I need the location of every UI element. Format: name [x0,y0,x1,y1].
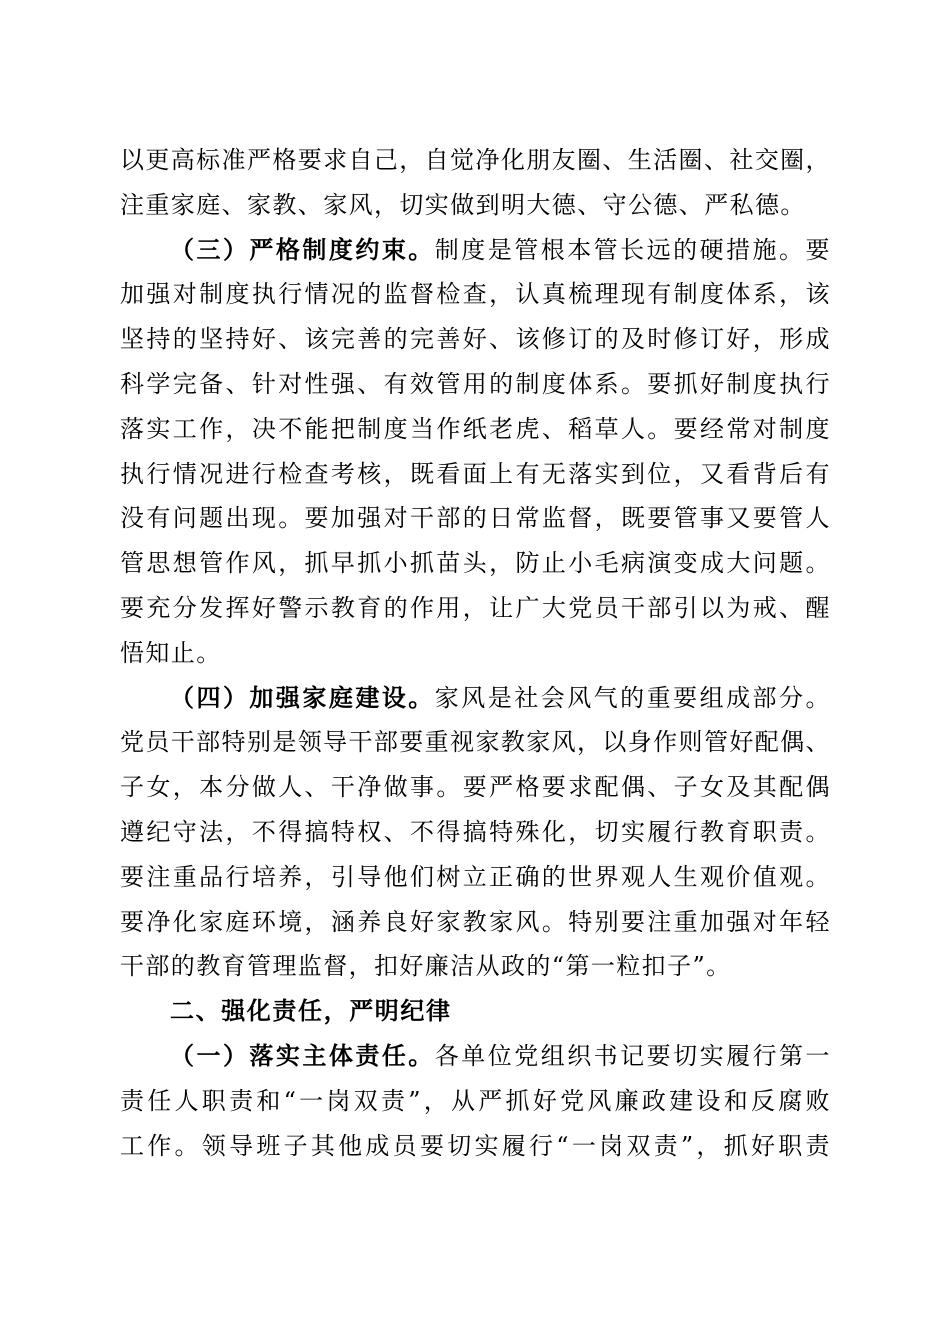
document-body [120,138,830,1168]
text-line: 责任人职责和“一岗双责”，从严抓好党风廉政建设和反腐败 [120,1086,830,1115]
paragraph-lead-heading: （三）严格制度约束。 [170,234,435,264]
text-line: 没有问题出现。要加强对干部的日常监督，既要管事又要管人 [120,504,830,533]
text-line: 坚持的坚持好、该完善的完善好、该修订的及时修订好，形成 [120,325,830,354]
text-line [120,676,830,721]
paragraph-continuation [120,138,830,228]
text-line: 子女，本分做人、干净做事。要严格要求配偶、子女及其配偶 [120,773,830,802]
paragraph-lead-heading: （一）落实主体责任。 [170,1040,435,1070]
text-line: 党员干部特别是领导干部要重视家教家风，以身作则管好配偶、 [120,728,830,757]
text-line: 加强对制度执行情况的监督检查，认真梳理现有制度体系，该 [120,280,830,309]
section-heading: 二、强化责任，严明纪律 [170,997,452,1026]
text-line: 遵纪守法，不得搞特权、不得搞特殊化，切实履行教育职责。 [120,817,830,846]
text-line: 落实工作，决不能把制度当作纸老虎、稻草人。要经常对制度 [120,414,830,443]
text-line: 干部的教育管理监督，扣好廉洁从政的“第一粒扣子”。 [120,952,732,981]
text-line: 以更高标准严格要求自己，自觉净化朋友圈、生活圈、社交圈， [120,146,830,174]
text-line: 管思想管作风，抓早抓小抓苗头，防止小毛病演变成大问题。 [120,549,830,578]
paragraph-strict-system-constraints [120,228,830,676]
text-line: 要净化家庭环境，涵养良好家教家风。特别要注重加强对年轻 [120,907,830,936]
paragraph-lead-heading: （四）加强家庭建设。 [170,682,435,712]
text-line: 要充分发挥好警示教育的作用，让广大党员干部引以为戒、醒 [120,593,830,622]
text-line [120,228,830,273]
text-line: 科学完备、针对性强、有效管用的制度体系。要抓好制度执行 [120,369,830,398]
text-line [120,1034,830,1079]
text-line: 执行情况进行检查考核，既看面上有无落实到位，又看背后有 [120,459,830,488]
text-line: 要注重品行培养，引导他们树立正确的世界观人生观价值观。 [120,862,830,891]
paragraph-family-building [120,676,830,990]
text-line: 注重家庭、家教、家风，切实做到明大德、守公德、严私德。 [120,190,806,219]
text-span: 制度是管根本管长远的硬措施。要 [434,235,830,264]
text-line: 工作。领导班子其他成员要切实履行“一岗双责”，抓好职责 [120,1131,830,1160]
text-span: 家风是社会风气的重要组成部分。 [434,683,830,712]
paragraph-main-responsibility [120,1034,830,1168]
text-span: 各单位党组织书记要切实履行第一 [434,1041,830,1070]
text-line: 悟知止。 [120,638,222,667]
